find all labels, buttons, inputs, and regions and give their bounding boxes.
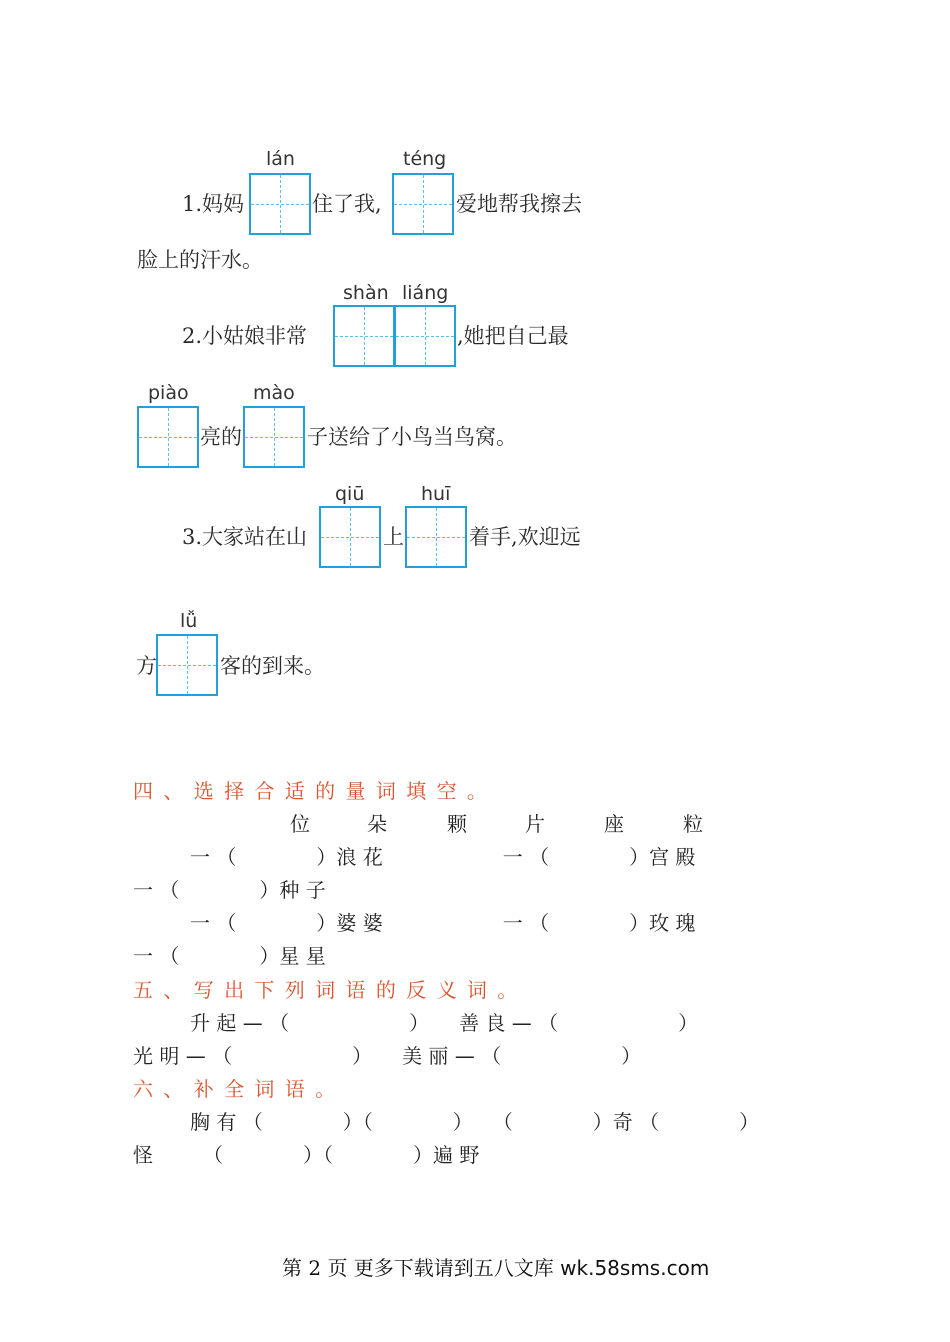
section-5-line-1[interactable]: 升 起 — （ ） 善 良 — （ ） <box>190 1011 699 1035</box>
char-box-hui[interactable] <box>405 506 467 568</box>
footer-text: 第 2 页 更多下载请到五八文库 <box>282 1256 561 1280</box>
pinyin-liang: liáng <box>402 282 449 304</box>
q3-mid: 上 <box>383 525 404 549</box>
q2-line2: 子送给了小鸟当鸟窝。 <box>307 425 517 449</box>
char-box-mao[interactable] <box>243 406 305 468</box>
section-4-line-1[interactable]: 一 （ ）浪 花 一 （ ）宫 殿 <box>190 845 696 869</box>
char-box-liang[interactable] <box>394 305 456 367</box>
q2-mid: 亮的 <box>200 425 242 449</box>
section-5-line-2[interactable]: 光 明 — （ ） 美 丽 — （ ） <box>133 1044 642 1068</box>
pinyin-teng: téng <box>403 148 447 170</box>
pinyin-qiu: qiū <box>335 483 365 505</box>
section-6-line-1[interactable]: 胸 有 （ ）（ ） （ ）奇 （ ） <box>190 1110 760 1134</box>
q2-prefix: 2.小姑娘非常 <box>182 324 308 348</box>
section-4-line-3[interactable]: 一 （ ）婆 婆 一 （ ）玫 瑰 <box>190 911 696 935</box>
pinyin-lan: lán <box>266 148 295 170</box>
q1-suffix: 爱地帮我擦去 <box>456 192 582 216</box>
section-4-line-4[interactable]: 一 （ ）星 星 <box>133 944 326 968</box>
q3-line2-prefix: 方 <box>136 654 157 678</box>
measure-word-ke: 颗 <box>447 812 467 836</box>
page-footer <box>282 1252 709 1281</box>
q3-prefix: 3.大家站在山 <box>182 525 308 549</box>
measure-word-li: 粒 <box>683 812 703 836</box>
q3-line2: 客的到来。 <box>220 654 325 678</box>
char-box-shan[interactable] <box>333 305 395 367</box>
measure-word-pian: 片 <box>525 812 545 836</box>
pinyin-hui: huī <box>421 483 451 505</box>
q3-suffix: 着手,欢迎远 <box>469 525 581 549</box>
q1-mid: 住了我, <box>312 192 382 216</box>
section-6-title: 六 、 补 全 词 语 。 <box>133 1077 336 1101</box>
measure-word-wei: 位 <box>290 812 310 836</box>
char-box-lv[interactable] <box>156 634 218 696</box>
section-5-title: 五 、 写 出 下 列 词 语 的 反 义 词 。 <box>133 978 518 1002</box>
section-4-line-2[interactable]: 一 （ ）种 子 <box>133 878 326 902</box>
section-6-line-2[interactable]: 怪 （ ）（ ）遍 野 <box>133 1143 480 1167</box>
measure-word-zuo: 座 <box>604 812 624 836</box>
pinyin-mao: mào <box>253 382 295 404</box>
pinyin-piao: piào <box>148 382 189 404</box>
measure-word-duo: 朵 <box>367 812 387 836</box>
pinyin-lv: lǚ <box>180 610 198 632</box>
section-4-title: 四 、 选 择 合 适 的 量 词 填 空 。 <box>133 779 487 803</box>
pinyin-shan: shàn <box>343 282 389 304</box>
q1-line2: 脸上的汗水。 <box>137 248 263 272</box>
char-box-teng[interactable] <box>392 173 454 235</box>
q2-suffix: ,她把自己最 <box>457 324 569 348</box>
char-box-qiu[interactable] <box>319 506 381 568</box>
char-box-lan[interactable] <box>249 173 311 235</box>
char-box-piao[interactable] <box>137 406 199 468</box>
footer-url[interactable]: wk.58sms.com <box>560 1256 710 1280</box>
q1-prefix: 1.妈妈 <box>182 192 245 216</box>
